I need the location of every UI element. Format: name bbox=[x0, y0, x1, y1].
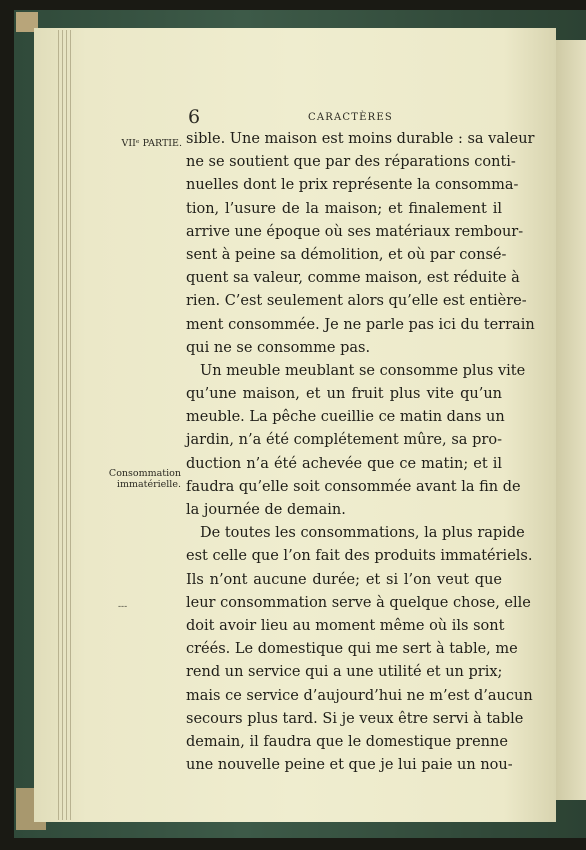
body-text bbox=[186, 128, 535, 777]
text-line: sible. Une maison est moins durable : sa valeur bbox=[186, 131, 535, 147]
running-head: CARACTÈRES bbox=[308, 112, 393, 123]
text-line: ment consommée. Je ne parle pas ici du terrain bbox=[186, 316, 535, 333]
text-line: secours plus tard. Si je veux être servi à table bbox=[186, 710, 524, 727]
sidenote-part: VIIᵉ PARTIE. bbox=[121, 138, 182, 149]
sidenote-consommation: Consommation immatérielle. bbox=[108, 468, 181, 490]
text-line: créés. Le domestique qui me sert à table, me bbox=[186, 641, 518, 658]
facing-page-edge bbox=[556, 40, 586, 800]
text-line: demain, il faudra que le domestique prenne bbox=[186, 733, 508, 750]
text-line: mais ce service d’aujourd’hui ne m’est d’aucun bbox=[186, 687, 533, 704]
text-line: leur consommation serve à quelque chose, elle bbox=[186, 594, 531, 611]
text-line: ne se soutient que par des réparations conti- bbox=[186, 154, 516, 171]
page-edge-line bbox=[62, 30, 63, 820]
text-line: la journée de demain. bbox=[186, 502, 346, 518]
text-line: sent à peine sa démolition, et où par consé- bbox=[186, 246, 507, 263]
text-line: Un meuble meublant se consomme plus vite bbox=[200, 362, 526, 379]
text-line: De toutes les consommations, la plus rapide bbox=[200, 525, 525, 542]
text-line: une nouvelle peine et que je lui paie un nou- bbox=[186, 757, 513, 774]
page-number: 6 bbox=[188, 106, 201, 128]
page-edge-line bbox=[58, 30, 59, 820]
text-line: faudra qu’elle soit consommée avant la fin de bbox=[186, 478, 521, 495]
text-line: Ils n’ont aucune durée; et si l’on veut que bbox=[186, 571, 502, 588]
stray-mark: --- bbox=[118, 602, 128, 612]
page-edge-line bbox=[66, 30, 67, 820]
text-line: meuble. La pêche cueillie ce matin dans un bbox=[186, 409, 505, 426]
text-line: rien. C’est seulement alors qu’elle est entière- bbox=[186, 293, 527, 310]
text-line: doit avoir lieu au moment même où ils sont bbox=[186, 617, 505, 634]
text-line: qu’une maison, et un fruit plus vite qu’un bbox=[186, 386, 502, 403]
text-line: est celle que l’on fait des produits immatériels. bbox=[186, 548, 533, 565]
text-line: quent sa valeur, comme maison, est réduite à bbox=[186, 270, 520, 287]
text-line: duction n’a été achevée que ce matin; et il bbox=[186, 455, 502, 472]
page-edge-line bbox=[70, 30, 71, 820]
text-line: jardin, n’a été complétement mûre, sa pro- bbox=[186, 432, 502, 449]
text-line: rend un service qui a une utilité et un prix; bbox=[186, 664, 503, 681]
text-line: arrive une époque où ses matériaux rembour- bbox=[186, 223, 524, 240]
text-line: tion, l’usure de la maison; et finalement il bbox=[186, 200, 502, 217]
text-line: nuelles dont le prix représente la consomma- bbox=[186, 177, 519, 194]
text-line: qui ne se consomme pas. bbox=[186, 339, 371, 356]
